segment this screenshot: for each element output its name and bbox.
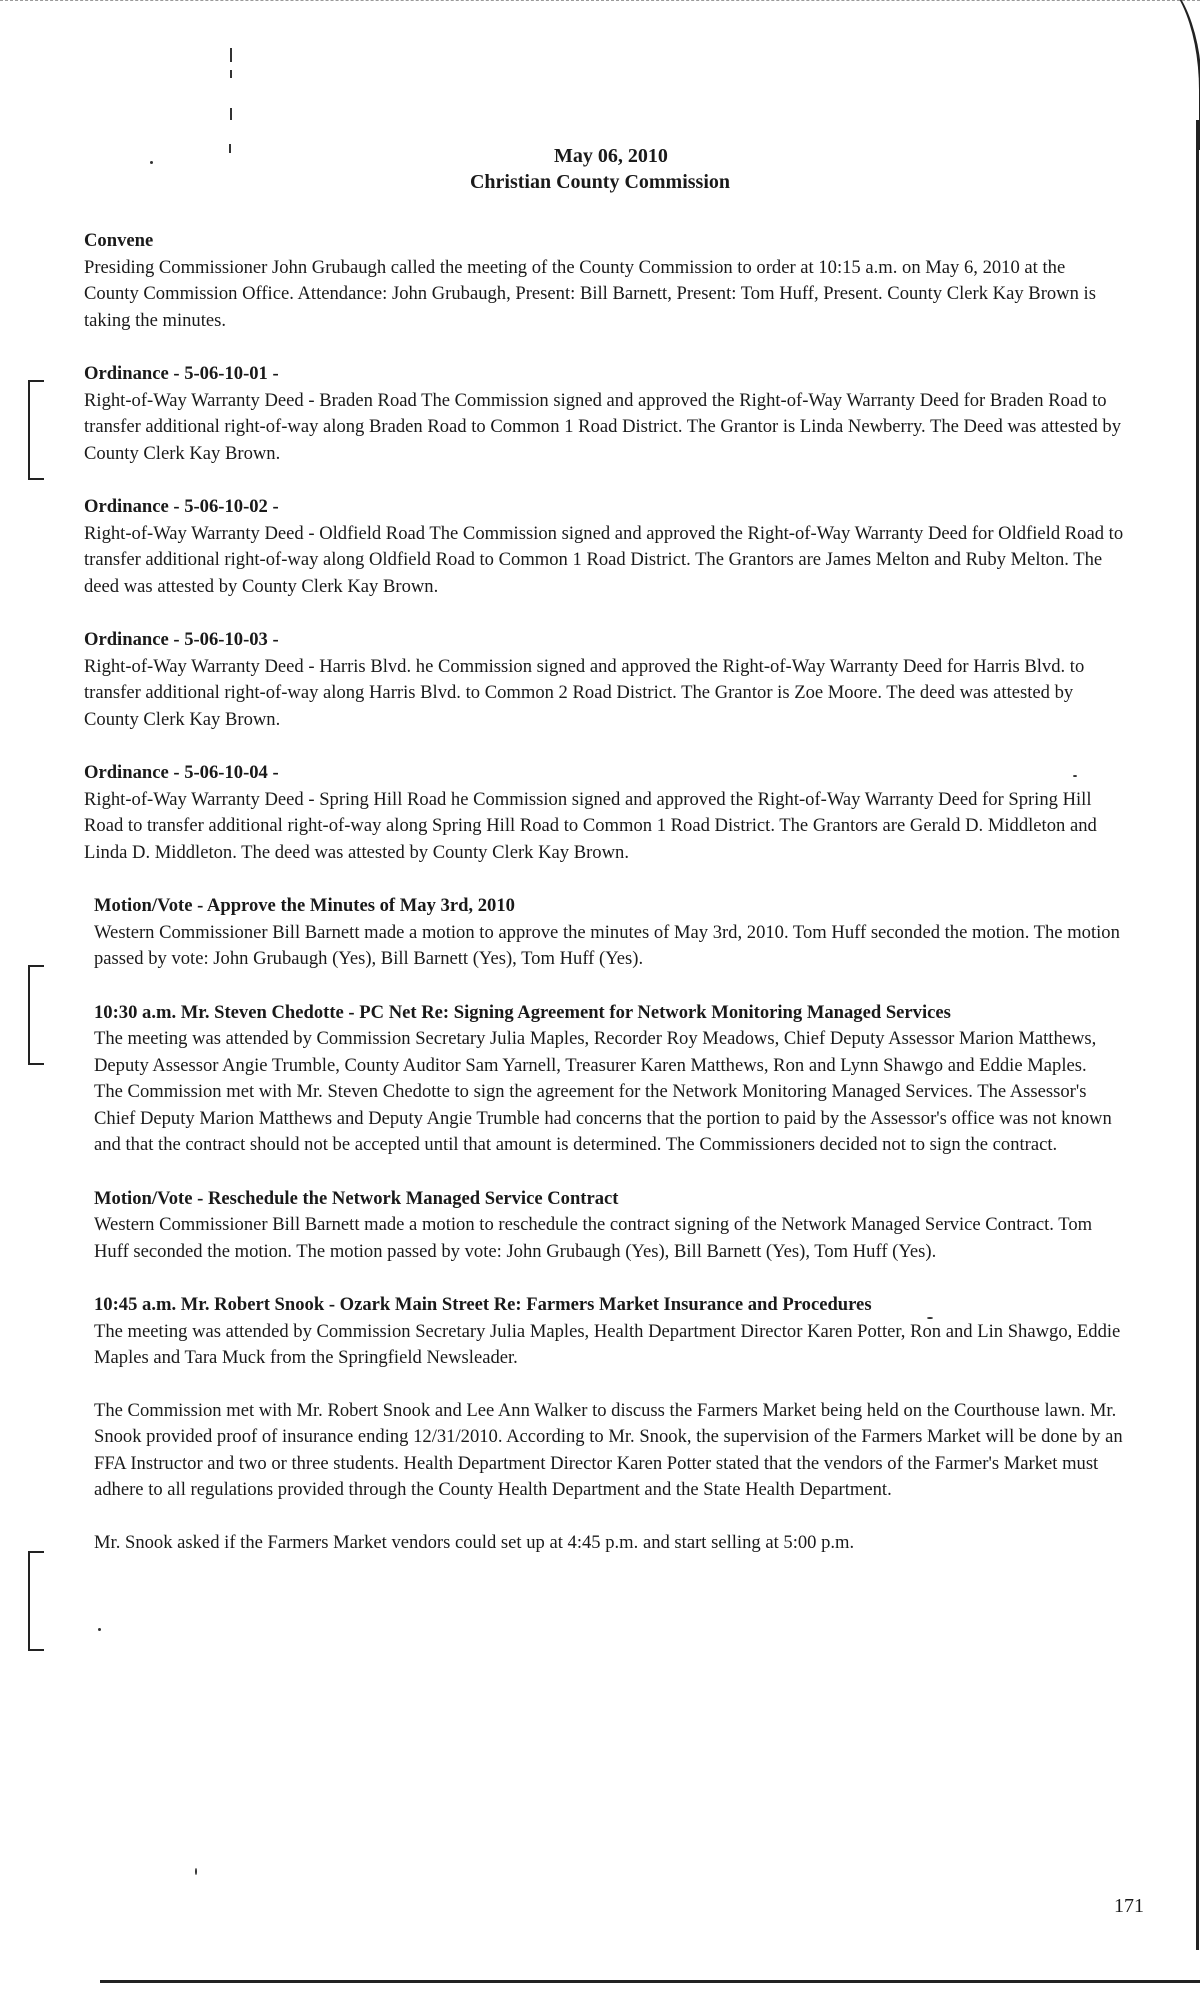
section-title: Ordinance - 5-06-10-03 -	[84, 629, 279, 650]
section-paragraph: Mr. Snook asked if the Farmers Market vendors could set up at 4:45 p.m. and start selling at 5:00 p.m.	[94, 1531, 855, 1553]
section-title: Ordinance - 5-06-10-01 -	[84, 363, 279, 384]
scan-top-edge	[0, 0, 1200, 7]
section-title: Ordinance - 5-06-10-04 -	[84, 762, 279, 783]
section-ordinance-02	[84, 494, 1124, 600]
section-paragraph: The meeting was attended by Commission Secretary Julia Maples, Recorder Roy Meadows, Chief Deputy Assessor Marion Matthews, Deputy Assessor Angie Trumble, County Auditor Sam Yarnell, Treasurer Karen Matthews, Ron and Lynn Shawgo and Eddie Maples.	[94, 1028, 1097, 1076]
section-ordinance-01	[84, 361, 1124, 467]
section-title: Convene	[84, 230, 154, 251]
scan-speck	[195, 1868, 197, 1875]
section-title: 10:45 a.m. Mr. Robert Snook - Ozark Main Street Re: Farmers Market Insurance and Procedures	[94, 1294, 872, 1315]
minutes-body	[84, 228, 1124, 1583]
section-paragraph: The meeting was attended by Commission Secretary Julia Maples, Health Department Director Karen Potter, Ron and Lin Shawgo, Eddie Maples and Tara Muck from the Springfield Newsleader.	[94, 1320, 1121, 1368]
scan-speck	[98, 1628, 101, 1631]
section-paragraph: Right-of-Way Warranty Deed - Braden Road The Commission signed and approved the Right-of-Way Warranty Deed for Braden Road to transfer additional right-of-way along Braden Road to Common 1 Road District. The Grantor is Linda Newberry. The Deed was attested by County Clerk Kay Brown.	[84, 389, 1122, 464]
document-title: Christian County Commission	[469, 171, 731, 193]
section-title: Motion/Vote - Approve the Minutes of May 3rd, 2010	[94, 895, 515, 916]
section-title: Ordinance - 5-06-10-02 -	[84, 496, 279, 517]
section-snook-meeting	[94, 1292, 1124, 1556]
section-ordinance-03	[84, 627, 1124, 733]
section-paragraph: The Commission met with Mr. Robert Snook and Lee Ann Walker to discuss the Farmers Market being held on the Courthouse lawn. Mr. Snook provided proof of insurance ending 12/31/2010. According to Mr. Snook, the supervision of the Farmers Market will be done by an FFA Instructor and two or three students. Health Department Director Karen Potter stated that the vendors of the Farmer's Market must adhere to all regulations provided through the County Health Department and the State Health Department.	[94, 1399, 1123, 1500]
meeting-date: May 06, 2010	[554, 145, 668, 167]
section-title: 10:30 a.m. Mr. Steven Chedotte - PC Net Re: Signing Agreement for Network Monitoring Managed Services	[94, 1001, 951, 1023]
section-paragraph: Right-of-Way Warranty Deed - Spring Hill Road he Commission signed and approved the Right-of-Way Warranty Deed for Spring Hill Road to transfer additional right-of-way along Spring Hill Road to Common 1 Road District. The Grantors are Gerald D. Middleton and Linda D. Middleton. The deed was attested by County Clerk Kay Brown.	[84, 788, 1097, 863]
section-motion-reschedule	[94, 1186, 1124, 1266]
section-paragraph: Right-of-Way Warranty Deed - Harris Blvd. he Commission signed and approved the Right-of-Way Warranty Deed for Harris Blvd. to transfer additional right-of-way along Harris Blvd. to Common 2 Road District. The Grantor is Zoe Moore. The deed was attested by County Clerk Kay Brown.	[84, 655, 1085, 730]
margin-bracket	[28, 965, 44, 1065]
section-paragraph: Western Commissioner Bill Barnett made a motion to approve the minutes of May 3rd, 2010. Tom Huff seconded the motion. The motion passed by vote: John Grubaugh (Yes), Bill Barnett (Yes), Tom Huff (Yes).	[94, 921, 1120, 969]
scan-right-edge	[1196, 120, 1199, 1950]
margin-bracket	[28, 380, 44, 480]
section-paragraph: Presiding Commissioner John Grubaugh called the meeting of the County Commission to order at 10:15 a.m. on May 6, 2010 at the County Commission Office. Attendance: John Grubaugh, Present: Bill Barnett, Present: Tom Huff, Present. County Clerk Kay Brown is taking the minutes.	[84, 256, 1096, 331]
section-paragraph: Western Commissioner Bill Barnett made a motion to reschedule the contract signing of the Network Managed Service Contract. Tom Huff seconded the motion. The motion passed by vote: John Grubaugh (Yes), Bill Barnett (Yes), Tom Huff (Yes).	[94, 1214, 1093, 1262]
scan-mark	[230, 108, 232, 120]
page-corner-curl	[1139, 0, 1200, 150]
section-title: Motion/Vote - Reschedule the Network Managed Service Contract	[94, 1187, 619, 1209]
section-motion-approve-minutes	[94, 893, 1124, 973]
scan-mark	[230, 70, 232, 78]
page-number: 171	[1114, 1895, 1144, 1917]
scan-mark	[230, 48, 232, 62]
section-ordinance-04	[84, 760, 1124, 866]
section-paragraph: The Commission met with Mr. Steven Chedotte to sign the agreement for the Network Monitoring Managed Services. The Assessor's Chief Deputy Marion Matthews and Deputy Angie Trumble had concerns that the portion to paid by the Assessor's office was not known and that the contract should not be accepted until that amount is determined. The Commissioners decided not to sign the contract.	[94, 1081, 1112, 1155]
section-paragraph: Right-of-Way Warranty Deed - Oldfield Road The Commission signed and approved the Right-of-Way Warranty Deed for Oldfield Road to transfer additional right-of-way along Oldfield Road to Common 1 Road District. The Grantors are James Melton and Ruby Melton. The deed was attested by County Clerk Kay Brown.	[84, 522, 1124, 597]
scan-bottom-edge	[100, 1980, 1200, 1983]
section-convene	[84, 228, 1124, 334]
section-chedotte-meeting	[94, 1000, 1124, 1159]
margin-bracket	[28, 1551, 44, 1651]
document-header	[0, 143, 1200, 195]
